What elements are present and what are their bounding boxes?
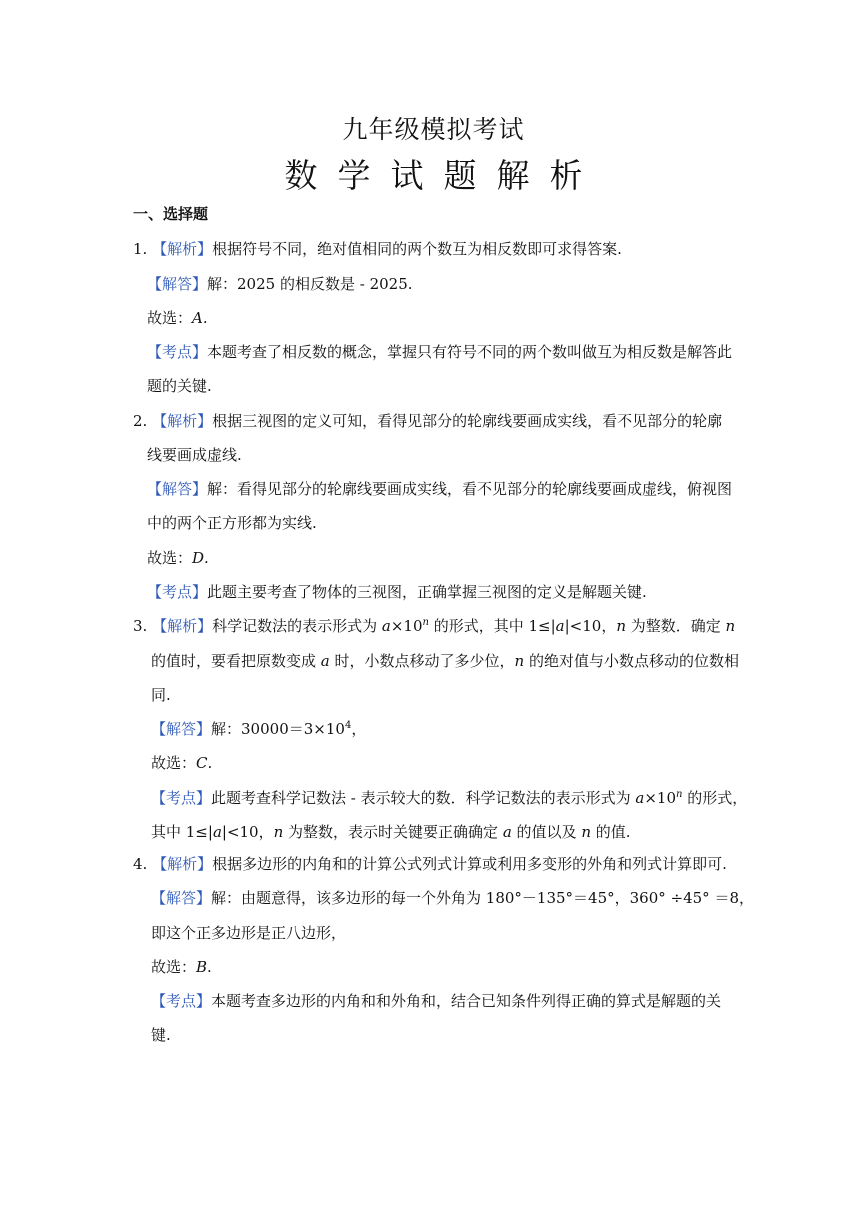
point-tag: 【考点】 xyxy=(151,789,212,807)
q3-analysis-line-2 xyxy=(151,650,739,671)
analysis-text: 根据三视图的定义可知，看得见部分的轮廓线要画成实线，看不见部分的轮廓 xyxy=(212,412,723,430)
text: 科学记数法的表示形式为 xyxy=(212,617,382,635)
choice-prefix: 故选： xyxy=(151,754,197,772)
q1-analysis-line xyxy=(133,238,622,259)
q1-point-line-2: 题的关键. xyxy=(147,377,212,395)
exponent: 4 xyxy=(344,720,352,731)
text: 为整数．确定 xyxy=(626,617,726,635)
q2-answer-line-2: 中的两个正方形都为实线. xyxy=(147,514,317,532)
text: ×10 xyxy=(390,617,423,635)
question-number: 1. xyxy=(133,240,148,258)
text: ×10 xyxy=(644,789,677,807)
point-tag: 【考点】 xyxy=(151,992,212,1010)
question-number: 2. xyxy=(133,412,148,430)
var: a xyxy=(320,652,330,670)
answer-text: 解：2025 的相反数是 - 2025. xyxy=(207,275,413,293)
point-text: 本题考查多边形的内角和和外角和，结合已知条件列得正确的算式是解题的关 xyxy=(211,992,722,1010)
answer-text: 解：30000＝3×10 xyxy=(211,720,345,738)
answer-tag: 【解答】 xyxy=(147,275,208,293)
answer-text: 解：看得见部分的轮廓线要画成实线，看不见部分的轮廓线要画成虚线，俯视图 xyxy=(207,480,733,498)
text: ， xyxy=(351,720,367,738)
q2-answer-line xyxy=(147,478,732,499)
choice-letter: C xyxy=(196,754,208,772)
q2-analysis-line-2: 线要画成虚线. xyxy=(147,446,242,464)
answer-tag: 【解答】 xyxy=(147,480,208,498)
q3-point-line-2 xyxy=(151,821,631,842)
q4-answer-line xyxy=(151,887,754,908)
choice-letter: B xyxy=(196,958,208,976)
text: 此题考查科学记数法 - 表示较大的数．科学记数法的表示形式为 xyxy=(211,789,636,807)
q4-point-line-2: 键. xyxy=(151,1026,171,1044)
point-tag: 【考点】 xyxy=(147,343,208,361)
q4-analysis-line xyxy=(133,853,727,874)
point-text: 此题主要考查了物体的三视图，正确掌握三视图的定义是解题关键. xyxy=(207,583,647,601)
q3-analysis-line-3: 同. xyxy=(151,686,171,704)
var: a xyxy=(555,617,565,635)
choice-suffix: . xyxy=(207,958,212,976)
choice-prefix: 故选： xyxy=(147,309,193,327)
q1-choice-line xyxy=(147,307,208,328)
question-number: 4. xyxy=(133,855,148,873)
text: 的绝对值与小数点移动的位数相 xyxy=(524,652,739,670)
var: a xyxy=(502,823,512,841)
choice-letter: D xyxy=(192,549,205,567)
q1-answer-line xyxy=(147,273,413,294)
exam-title: 九年级模拟考试 xyxy=(342,115,525,144)
var: a xyxy=(212,823,222,841)
q2-choice-line xyxy=(147,547,209,568)
q1-point-line xyxy=(147,341,732,362)
answer-text: 解：由题意得，该多边形的每一个外角为 180°－135°＝45°，360° ÷45° ＝8， xyxy=(211,889,754,907)
choice-suffix: . xyxy=(204,549,209,567)
choice-prefix: 故选： xyxy=(147,549,193,567)
var: a xyxy=(635,789,645,807)
choice-prefix: 故选： xyxy=(151,958,197,976)
analysis-tag: 【解析】 xyxy=(152,412,213,430)
var: n xyxy=(514,652,525,670)
text: 为整数，表示时关键要正确确定 xyxy=(283,823,503,841)
analysis-text: 根据符号不同，绝对值相同的两个数互为相反数即可求得答案. xyxy=(212,240,622,258)
question-number: 3. xyxy=(133,617,148,635)
exponent: n xyxy=(676,789,683,800)
text: 的形式， xyxy=(682,789,748,807)
exponent: n xyxy=(422,617,429,628)
q3-choice-line xyxy=(151,752,212,773)
q4-answer-line-2: 即这个正多边形是正八边形， xyxy=(151,924,347,942)
q2-analysis-line xyxy=(133,410,722,431)
q2-point-line xyxy=(147,581,647,602)
choice-suffix: . xyxy=(202,309,208,327)
answer-tag: 【解答】 xyxy=(151,889,212,907)
q3-analysis-line xyxy=(133,615,735,636)
var: n xyxy=(273,823,284,841)
page-title: 数学试题解析 xyxy=(284,156,603,195)
text: 的值. xyxy=(591,823,631,841)
text: 时，小数点移动了多少位， xyxy=(329,652,515,670)
q3-point-line xyxy=(151,787,747,808)
point-text: 本题考查了相反数的概念，掌握只有符号不同的两个数叫做互为相反数是解答此 xyxy=(207,343,733,361)
q4-choice-line xyxy=(151,956,212,977)
text: 其中 1≤| xyxy=(151,823,213,841)
text: |<10， xyxy=(221,823,274,841)
text: |<10， xyxy=(564,617,617,635)
var: n xyxy=(725,617,736,635)
analysis-text: 根据多边形的内角和的计算公式列式计算或利用多变形的外角和列式计算即可. xyxy=(212,855,727,873)
analysis-tag: 【解析】 xyxy=(152,855,213,873)
q3-answer-line xyxy=(151,718,366,739)
q4-point-line xyxy=(151,990,721,1011)
section-heading: 一、选择题 xyxy=(133,205,209,223)
var: a xyxy=(381,617,391,635)
text: 的形式，其中 1≤| xyxy=(428,617,556,635)
var: n xyxy=(581,823,591,841)
text: 的值时，要看把原数变成 xyxy=(151,652,321,670)
analysis-tag: 【解析】 xyxy=(152,240,213,258)
var: n xyxy=(616,617,626,635)
choice-letter: A xyxy=(192,309,203,327)
answer-tag: 【解答】 xyxy=(151,720,212,738)
point-tag: 【考点】 xyxy=(147,583,208,601)
text: 的值以及 xyxy=(511,823,582,841)
analysis-tag: 【解析】 xyxy=(152,617,213,635)
choice-suffix: . xyxy=(207,754,213,772)
